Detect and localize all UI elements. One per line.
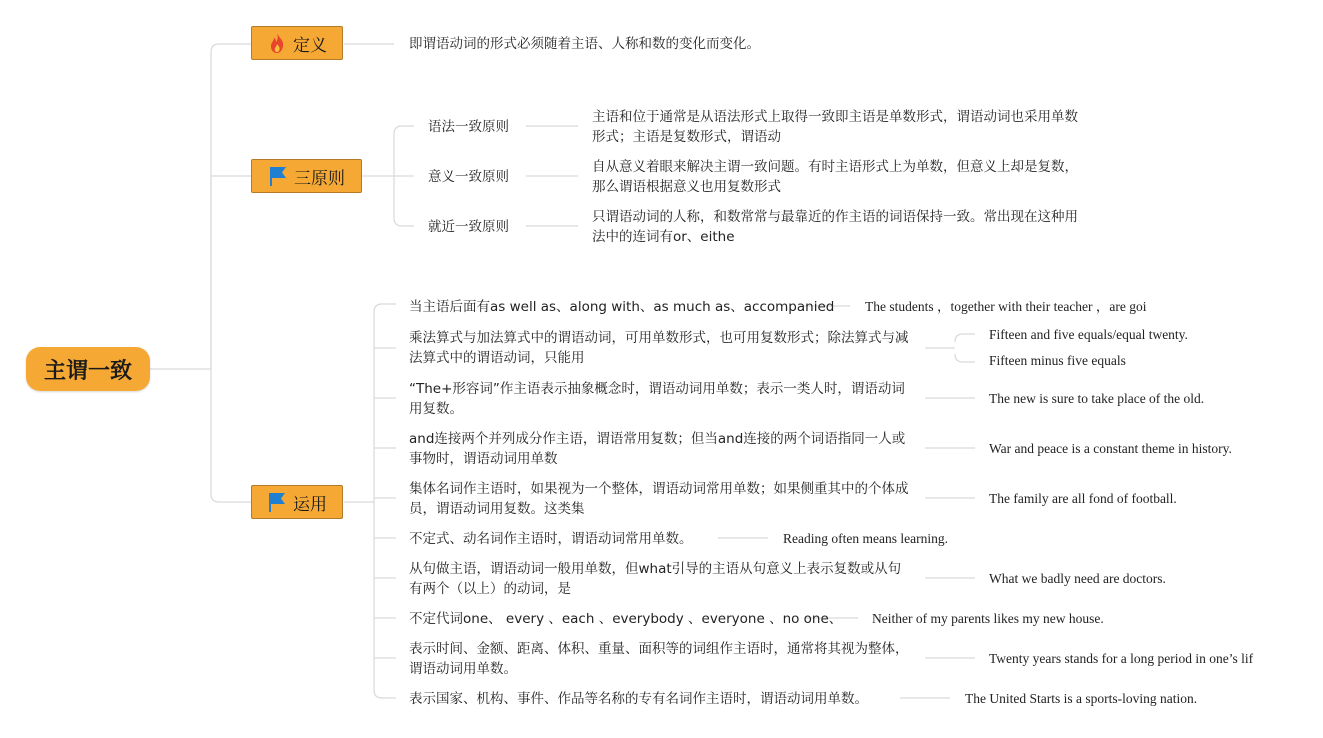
usage-rule-7[interactable]: 从句做主语，谓语动词一般用单数，但what引导的主语从句意义上表示复数或从句有两个（以上）的动词，是 [409, 561, 902, 597]
usage-rule-10[interactable]: 表示国家、机构、事件、作品等名称的专有名词作主语时，谓语动词用单数。 [409, 691, 868, 707]
branch-principles[interactable] [251, 159, 362, 193]
usage-example-2b: Fifteen minus five equals [989, 353, 1126, 368]
usage-example-5: The family are all fond of football. [989, 491, 1177, 506]
usage-rule-3[interactable]: “The+形容词”作主语表示抽象概念时，谓语动词用单数；表示一类人时，谓语动词用复数。 [409, 381, 905, 417]
usage-rule-2[interactable]: 乘法算式与加法算式中的谓语动词，可用单数形式，也可用复数形式；除法算式与减法算式中的谓语动词，只能用 [409, 330, 909, 366]
usage-example-1: The students ，together with their teacher ，are goi [865, 299, 1147, 314]
branch-definition[interactable] [251, 26, 343, 60]
fire-icon [267, 32, 287, 54]
usage-rule-6[interactable]: 不定式、动名词作主语时，谓语动词常用单数。 [409, 531, 693, 547]
definition-text: 即谓语动词的形式必须随着主语、人称和数的变化而变化。 [409, 36, 760, 52]
principle-proximity-detail: 只谓语动词的人称，和数常常与最靠近的作主语的词语保持一致。常出现在这种用法中的连词有or、eithe [592, 209, 1078, 245]
branch-definition-label: 定义 [293, 35, 327, 56]
principle-meaning-label[interactable]: 意义一致原则 [428, 169, 509, 185]
usage-rule-4[interactable]: and连接两个并列成分作主语，谓语常用复数；但当and连接的两个词语指同一人或事物时，谓语动词用单数 [409, 431, 906, 467]
usage-example-7: What we badly need are doctors. [989, 571, 1166, 586]
principle-meaning-detail: 自从意义着眼来解决主谓一致问题。有时主语形式上为单数，但意义上却是复数，那么谓语根据意义也用复数形式 [592, 159, 1078, 195]
usage-rule-8[interactable]: 不定代词one、 every 、each 、everybody 、everyone 、no one、 [409, 611, 843, 627]
usage-rule-1[interactable]: 当主语后面有as well as、along with、as much as、accompanied [409, 299, 835, 315]
principle-grammar-detail: 主语和位于通常是从语法形式上取得一致即主语是单数形式，谓语动词也采用单数形式；主语是复数形式，谓语动 [592, 109, 1078, 145]
usage-rule-5[interactable]: 集体名词作主语时，如果视为一个整体，谓语动词常用单数；如果侧重其中的个体成员，谓语动词用复数。这类集 [409, 481, 909, 517]
flag-icon [267, 491, 287, 513]
usage-example-2a: Fifteen and five equals/equal twenty. [989, 327, 1188, 342]
principle-proximity-label[interactable]: 就近一致原则 [428, 219, 509, 235]
root-label: 主谓一致 [43, 358, 132, 384]
principle-grammar-label[interactable]: 语法一致原则 [428, 119, 509, 135]
branch-usage-label: 运用 [293, 494, 327, 515]
branch-usage[interactable] [251, 485, 343, 519]
branch-principles-label: 三原则 [294, 168, 345, 189]
usage-example-10: The United Starts is a sports-loving nation. [965, 691, 1198, 706]
usage-example-9: Twenty years stands for a long period in one’s lif [989, 651, 1254, 666]
root-node[interactable] [26, 347, 150, 391]
flag-icon [268, 165, 288, 187]
usage-rule-9[interactable]: 表示时间、金额、距离、体积、重量、面积等的词组作主语时，通常将其视为整体，谓语动词用单数。 [409, 641, 909, 677]
usage-example-8: Neither of my parents likes my new house. [872, 611, 1104, 626]
usage-example-4: War and peace is a constant theme in history. [989, 441, 1232, 456]
usage-example-3: The new is sure to take place of the old. [989, 391, 1205, 406]
usage-example-6: Reading often means learning. [783, 531, 948, 546]
